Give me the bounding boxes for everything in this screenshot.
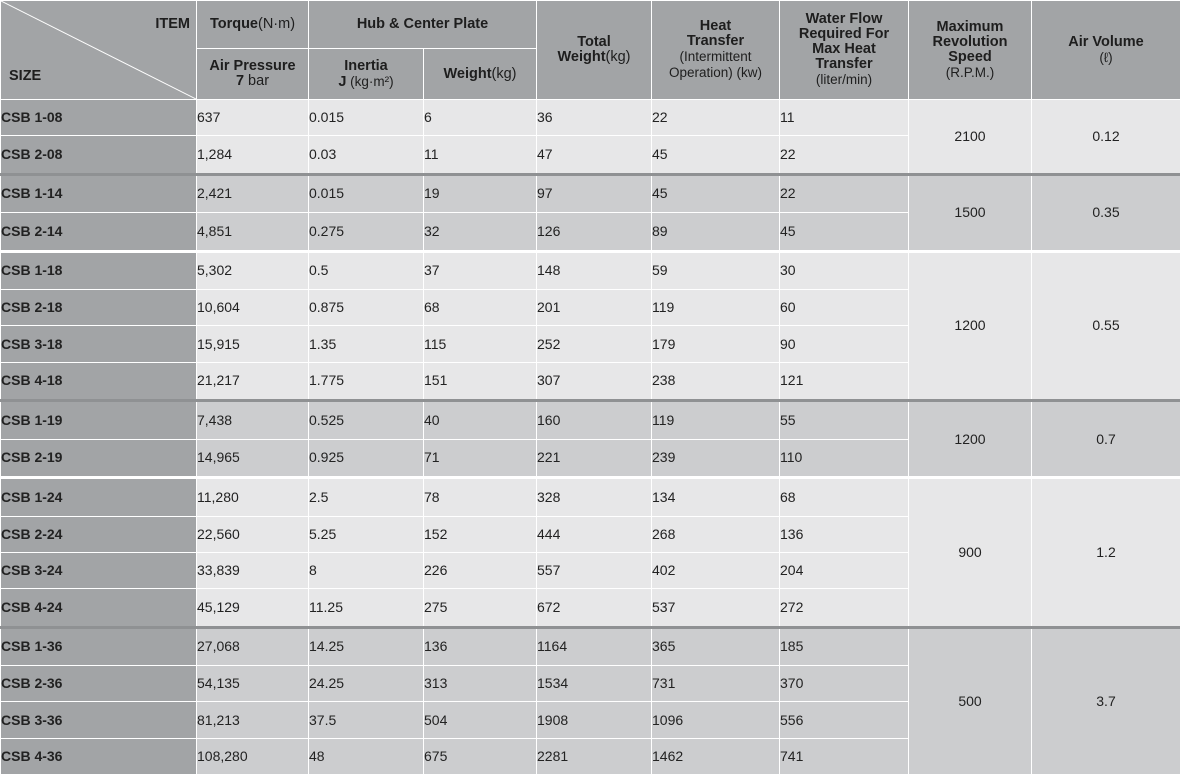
- torque-cell: 81,213: [197, 702, 309, 738]
- inertia-cell: 0.015: [309, 174, 424, 213]
- max-speed-cell: 1200: [909, 401, 1032, 478]
- size-cell: CSB 1-08: [1, 100, 197, 136]
- table-row: [1, 174, 1180, 213]
- total-weight-cell: 444: [537, 516, 652, 552]
- weight-cell: 136: [424, 627, 537, 666]
- size-cell: CSB 1-24: [1, 478, 197, 517]
- weight-cell: 11: [424, 136, 537, 175]
- water-flow-cell: 55: [780, 401, 909, 440]
- weight-cell: 152: [424, 516, 537, 552]
- heat-transfer-cell: 119: [652, 290, 780, 326]
- total-weight-cell: 557: [537, 552, 652, 588]
- water-flow-cell: 741: [780, 738, 909, 774]
- inertia-cell: 5.25: [309, 516, 424, 552]
- size-cell: CSB 1-14: [1, 174, 197, 213]
- size-cell: CSB 2-18: [1, 290, 197, 326]
- size-cell: CSB 1-19: [1, 401, 197, 440]
- torque-cell: 27,068: [197, 627, 309, 666]
- inertia-cell: 0.015: [309, 100, 424, 136]
- water-flow-cell: 60: [780, 290, 909, 326]
- torque-cell: 21,217: [197, 362, 309, 401]
- size-cell: CSB 1-18: [1, 251, 197, 290]
- weight-header: Weight(kg): [424, 49, 537, 100]
- inertia-cell: 24.25: [309, 666, 424, 702]
- weight-cell: 675: [424, 738, 537, 774]
- max-speed-cell: 900: [909, 478, 1032, 627]
- size-cell: CSB 3-18: [1, 326, 197, 362]
- torque-cell: 7,438: [197, 401, 309, 440]
- air-volume-cell: 0.12: [1032, 100, 1180, 175]
- table-row: [1, 251, 1180, 290]
- air-volume-cell: 0.35: [1032, 174, 1180, 251]
- weight-cell: 78: [424, 478, 537, 517]
- weight-cell: 32: [424, 213, 537, 252]
- total-weight-cell: 2281: [537, 738, 652, 774]
- heat-transfer-cell: 402: [652, 552, 780, 588]
- heat-transfer-cell: 179: [652, 326, 780, 362]
- table-row: [1, 478, 1180, 517]
- inertia-cell: 0.925: [309, 439, 424, 478]
- torque-cell: 11,280: [197, 478, 309, 517]
- weight-cell: 151: [424, 362, 537, 401]
- water-flow-cell: 30: [780, 251, 909, 290]
- torque-cell: 2,421: [197, 174, 309, 213]
- max-speed-cell: 2100: [909, 100, 1032, 175]
- inertia-cell: 14.25: [309, 627, 424, 666]
- heat-transfer-cell: 731: [652, 666, 780, 702]
- weight-cell: 40: [424, 401, 537, 440]
- inertia-cell: 0.03: [309, 136, 424, 175]
- inertia-cell: 0.525: [309, 401, 424, 440]
- max-speed-cell: 1200: [909, 251, 1032, 400]
- inertia-cell: 1.775: [309, 362, 424, 401]
- torque-cell: 10,604: [197, 290, 309, 326]
- heat-transfer-cell: 1462: [652, 738, 780, 774]
- water-flow-cell: 272: [780, 589, 909, 628]
- air-pressure-header: Air Pressure 7 bar: [197, 49, 309, 100]
- total-weight-cell: 148: [537, 251, 652, 290]
- inertia-cell: 48: [309, 738, 424, 774]
- air-volume-header: Air Volume (ℓ): [1032, 1, 1180, 100]
- inertia-cell: 37.5: [309, 702, 424, 738]
- weight-cell: 68: [424, 290, 537, 326]
- weight-cell: 71: [424, 439, 537, 478]
- weight-cell: 115: [424, 326, 537, 362]
- water-flow-cell: 110: [780, 439, 909, 478]
- inertia-cell: 0.875: [309, 290, 424, 326]
- water-flow-header: Water Flow Required For Max Heat Transfer (liter/min): [780, 1, 909, 100]
- torque-cell: 14,965: [197, 439, 309, 478]
- size-cell: CSB 2-19: [1, 439, 197, 478]
- weight-cell: 504: [424, 702, 537, 738]
- inertia-cell: 0.275: [309, 213, 424, 252]
- water-flow-cell: 370: [780, 666, 909, 702]
- total-weight-cell: 328: [537, 478, 652, 517]
- total-weight-cell: 201: [537, 290, 652, 326]
- size-cell: CSB 4-36: [1, 738, 197, 774]
- heat-transfer-cell: 22: [652, 100, 780, 136]
- heat-transfer-cell: 365: [652, 627, 780, 666]
- total-weight-cell: 126: [537, 213, 652, 252]
- table-row: [1, 627, 1180, 666]
- torque-cell: 22,560: [197, 516, 309, 552]
- heat-transfer-cell: 45: [652, 136, 780, 175]
- water-flow-cell: 45: [780, 213, 909, 252]
- total-weight-cell: 672: [537, 589, 652, 628]
- corner-item-label: ITEM: [155, 16, 190, 32]
- heat-transfer-cell: 1096: [652, 702, 780, 738]
- total-weight-cell: 221: [537, 439, 652, 478]
- inertia-cell: 8: [309, 552, 424, 588]
- total-weight-cell: 160: [537, 401, 652, 440]
- size-cell: CSB 2-08: [1, 136, 197, 175]
- inertia-cell: 1.35: [309, 326, 424, 362]
- torque-cell: 1,284: [197, 136, 309, 175]
- total-weight-cell: 1908: [537, 702, 652, 738]
- heat-transfer-cell: 89: [652, 213, 780, 252]
- hub-header: Hub & Center Plate: [309, 1, 537, 49]
- corner-size-label: SIZE: [9, 68, 42, 84]
- heat-transfer-cell: 238: [652, 362, 780, 401]
- torque-cell: 54,135: [197, 666, 309, 702]
- total-weight-header: Total Weight(kg): [537, 1, 652, 100]
- spec-table-body: [1, 100, 1180, 775]
- size-cell: CSB 3-36: [1, 702, 197, 738]
- total-weight-cell: 307: [537, 362, 652, 401]
- heat-transfer-cell: 134: [652, 478, 780, 517]
- torque-cell: 5,302: [197, 251, 309, 290]
- torque-cell: 4,851: [197, 213, 309, 252]
- total-weight-cell: 252: [537, 326, 652, 362]
- air-volume-cell: 0.7: [1032, 401, 1180, 478]
- table-row: [1, 401, 1180, 440]
- water-flow-cell: 556: [780, 702, 909, 738]
- torque-cell: 637: [197, 100, 309, 136]
- heat-transfer-cell: 268: [652, 516, 780, 552]
- inertia-cell: 2.5: [309, 478, 424, 517]
- weight-cell: 6: [424, 100, 537, 136]
- weight-cell: 275: [424, 589, 537, 628]
- corner-header: [1, 1, 197, 100]
- weight-cell: 37: [424, 251, 537, 290]
- size-cell: CSB 2-36: [1, 666, 197, 702]
- torque-cell: 45,129: [197, 589, 309, 628]
- size-cell: CSB 2-14: [1, 213, 197, 252]
- torque-cell: 15,915: [197, 326, 309, 362]
- torque-header: Torque(N·m): [197, 1, 309, 49]
- total-weight-cell: 97: [537, 174, 652, 213]
- size-cell: CSB 4-24: [1, 589, 197, 628]
- air-volume-cell: 0.55: [1032, 251, 1180, 400]
- heat-transfer-cell: 59: [652, 251, 780, 290]
- heat-transfer-cell: 239: [652, 439, 780, 478]
- water-flow-cell: 11: [780, 100, 909, 136]
- water-flow-cell: 68: [780, 478, 909, 517]
- total-weight-cell: 47: [537, 136, 652, 175]
- size-cell: CSB 3-24: [1, 552, 197, 588]
- heat-transfer-header: Heat Transfer (Intermittent Operation) (kw): [652, 1, 780, 100]
- water-flow-cell: 136: [780, 516, 909, 552]
- size-cell: CSB 2-24: [1, 516, 197, 552]
- table-row: [1, 100, 1180, 136]
- torque-cell: 108,280: [197, 738, 309, 774]
- water-flow-cell: 90: [780, 326, 909, 362]
- heat-transfer-cell: 45: [652, 174, 780, 213]
- water-flow-cell: 185: [780, 627, 909, 666]
- max-speed-cell: 500: [909, 627, 1032, 774]
- air-volume-cell: 1.2: [1032, 478, 1180, 627]
- weight-cell: 313: [424, 666, 537, 702]
- weight-cell: 226: [424, 552, 537, 588]
- total-weight-cell: 1534: [537, 666, 652, 702]
- water-flow-cell: 121: [780, 362, 909, 401]
- water-flow-cell: 22: [780, 136, 909, 175]
- torque-cell: 33,839: [197, 552, 309, 588]
- total-weight-cell: 1164: [537, 627, 652, 666]
- water-flow-cell: 22: [780, 174, 909, 213]
- inertia-cell: 11.25: [309, 589, 424, 628]
- inertia-cell: 0.5: [309, 251, 424, 290]
- size-cell: CSB 1-36: [1, 627, 197, 666]
- heat-transfer-cell: 119: [652, 401, 780, 440]
- air-volume-cell: 3.7: [1032, 627, 1180, 774]
- heat-transfer-cell: 537: [652, 589, 780, 628]
- max-speed-header: Maximum Revolution Speed (R.P.M.): [909, 1, 1032, 100]
- weight-cell: 19: [424, 174, 537, 213]
- total-weight-cell: 36: [537, 100, 652, 136]
- size-cell: CSB 4-18: [1, 362, 197, 401]
- water-flow-cell: 204: [780, 552, 909, 588]
- inertia-header: Inertia J (kg·m²): [309, 49, 424, 100]
- max-speed-cell: 1500: [909, 174, 1032, 251]
